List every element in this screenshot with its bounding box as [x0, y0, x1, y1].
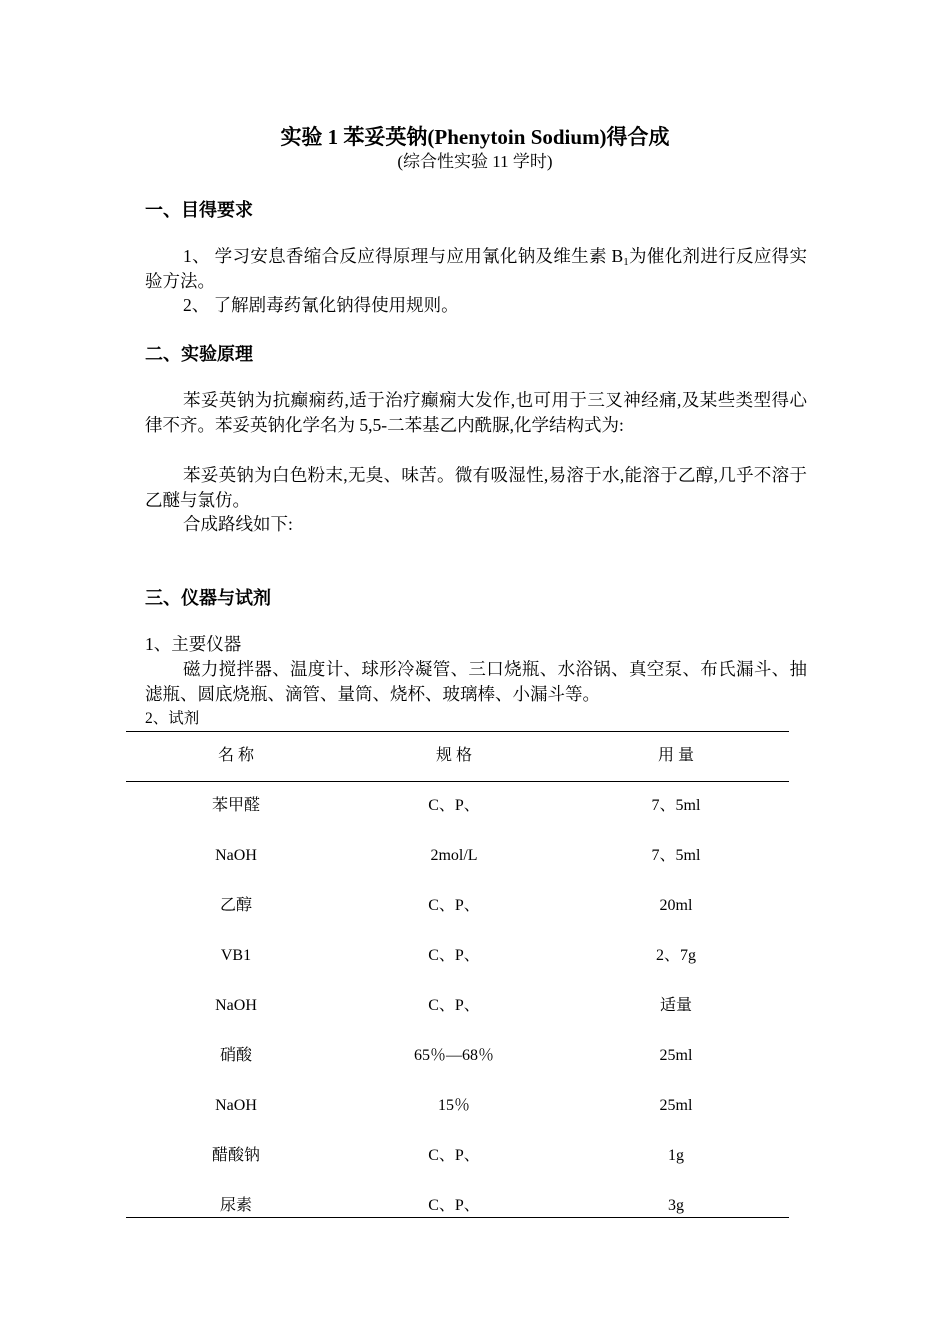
reagent-amount: 20ml	[659, 897, 693, 914]
reagent-amount: 7、5ml	[651, 797, 701, 814]
reagent-amount: 25ml	[659, 1097, 693, 1114]
objective-item-1	[145, 244, 807, 293]
table-row	[126, 1131, 789, 1181]
reagent-name: 硝酸	[219, 1047, 252, 1064]
reagent-spec: C、P、	[428, 947, 480, 964]
instruments-subheading: 1、主要仪器	[145, 634, 242, 654]
reagent-name: 苯甲醛	[211, 797, 260, 814]
table-bottom-rule	[126, 1217, 789, 1218]
reagent-spec: C、P、	[428, 1147, 480, 1164]
instruments-text: 磁力搅拌器、温度计、球形冷凝管、三口烧瓶、水浴锅、真空泵、布氏漏斗、抽滤瓶、圆底烧瓶、滴管、量筒、烧杯、玻璃棒、小漏斗等。	[145, 659, 807, 704]
reagent-name: 醋酸钠	[211, 1147, 260, 1164]
reagent-spec: C、P、	[428, 997, 480, 1014]
document-title: 实验 1 苯妥英钠(Phenytoin Sodium)得合成	[280, 125, 670, 149]
table-row	[126, 781, 789, 831]
table-row	[126, 1081, 789, 1131]
reagent-spec: C、P、	[428, 1197, 480, 1214]
reagent-name: 乙醇	[219, 897, 252, 914]
table-row	[126, 881, 789, 931]
principle-text-1: 苯妥英钠为抗癫痫药,适于治疗癫痫大发作,也可用于三叉神经痛,及某些类型得心律不齐。苯妥英钠化学名为 5,5-二苯基乙内酰脲,化学结构式为:	[145, 390, 807, 435]
table-row	[126, 931, 789, 981]
subscript: 1	[623, 256, 629, 268]
reagent-name: NaOH	[215, 847, 257, 864]
table-header-rule	[126, 781, 789, 782]
reagent-name: NaOH	[215, 1097, 257, 1114]
reagent-spec: C、P、	[428, 897, 480, 914]
reagent-name: 尿素	[219, 1197, 252, 1214]
reagent-amount: 7、5ml	[651, 847, 701, 864]
reagent-amount: 1g	[668, 1147, 684, 1164]
reagent-spec: 65％—68％	[413, 1047, 494, 1064]
header-amount: 用 量	[657, 747, 694, 764]
reagent-amount: 适量	[659, 997, 692, 1014]
reagents-subheading: 2、试剂	[145, 710, 200, 727]
reagent-name: VB1	[220, 947, 252, 964]
reagent-spec: 2mol/L	[430, 847, 478, 864]
objective-item-1-text: 1、 学习安息香缩合反应得原理与应用氰化钠及维生素 B	[183, 246, 624, 266]
header-name: 名 称	[217, 747, 254, 764]
reagent-spec: C、P、	[428, 797, 480, 814]
principle-paragraph-2	[145, 463, 807, 537]
reagent-amount: 3g	[668, 1197, 684, 1214]
table-row	[126, 1181, 789, 1231]
table-row	[126, 981, 789, 1031]
principle-paragraph-1	[145, 388, 807, 437]
table-row	[126, 1031, 789, 1081]
section-heading-principle: 二、实验原理	[145, 344, 253, 364]
objective-item-1-text-end: 为催化剂进行反应得实验方法。	[145, 246, 808, 291]
principle-text-2: 苯妥英钠为白色粉末,无臭、味苦。微有吸湿性,易溶于水,能溶于乙醇,几乎不溶于乙醚与氯仿。	[145, 465, 807, 510]
reagent-spec: 15％	[437, 1097, 470, 1114]
reagent-table	[126, 731, 789, 1231]
instruments-paragraph	[145, 657, 807, 706]
objective-item-2: 2、 了解剧毒药氰化钠得使用规则。	[183, 295, 459, 315]
reagent-name: NaOH	[215, 997, 257, 1014]
reagent-amount: 2、7g	[655, 947, 696, 964]
synthesis-route-label: 合成路线如下:	[183, 514, 293, 534]
document-subtitle: (综合性实验 11 学时)	[397, 152, 553, 171]
reagent-amount: 25ml	[659, 1047, 693, 1064]
section-heading-materials: 三、仪器与试剂	[145, 588, 271, 608]
section-heading-objectives: 一、目得要求	[145, 200, 253, 220]
objectives-list	[145, 244, 807, 318]
header-spec: 规 格	[435, 747, 472, 764]
table-header-row	[126, 731, 789, 781]
table-row	[126, 831, 789, 881]
